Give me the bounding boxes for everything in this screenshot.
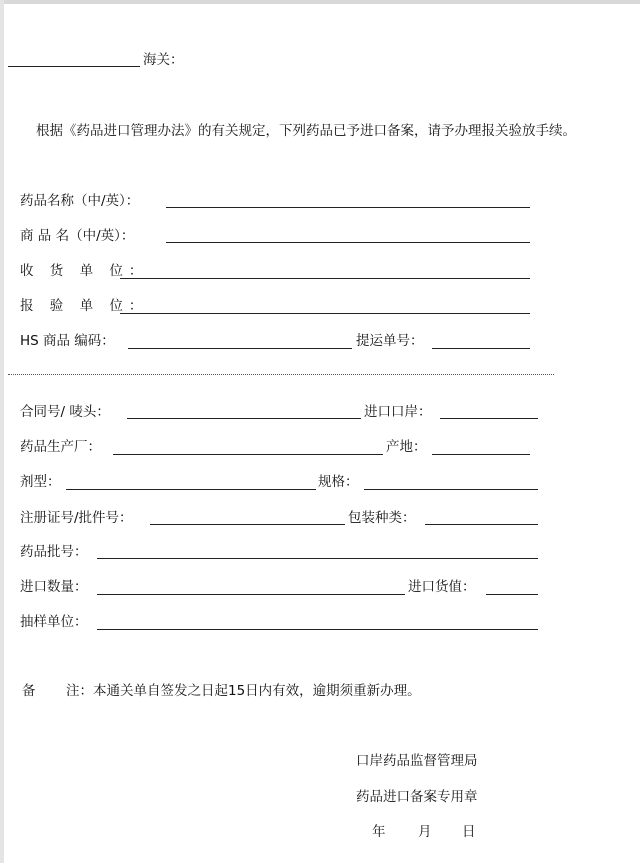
intro-paragraph: 根据《药品进口管理办法》的有关规定，下列药品已予进口备案，请予办理报关验放手续。	[36, 123, 576, 139]
bill-of-lading-blank[interactable]	[432, 348, 530, 349]
date-year: 年	[372, 824, 386, 840]
inspection-unit-label: 报 验 单 位：	[20, 298, 149, 314]
port-blank[interactable]	[440, 418, 538, 419]
drug-name-blank[interactable]	[166, 207, 530, 208]
packaging-label: 包装种类：	[348, 510, 416, 526]
value-blank[interactable]	[486, 594, 538, 595]
contract-label: 合同号/ 唛头：	[20, 404, 110, 420]
origin-blank[interactable]	[432, 454, 530, 455]
origin-label: 产地：	[386, 439, 427, 455]
date-day: 日	[462, 824, 476, 840]
consignee-label: 收 货 单 位：	[20, 263, 149, 279]
registration-blank[interactable]	[150, 524, 345, 525]
trade-name-label: 商 品 名（中/英）：	[20, 228, 135, 244]
customs-suffix: 海关：	[143, 52, 184, 68]
drug-name-label: 药品名称（中/英）：	[20, 193, 140, 209]
hs-code-blank[interactable]	[128, 348, 352, 349]
manufacturer-label: 药品生产厂：	[20, 439, 101, 455]
dosage-form-blank[interactable]	[66, 489, 316, 490]
consignee-blank[interactable]	[120, 278, 530, 279]
sampling-label: 抽样单位：	[20, 614, 88, 630]
dosage-form-label: 剂型：	[20, 474, 61, 490]
contract-blank[interactable]	[127, 418, 361, 419]
quantity-label: 进口数量：	[20, 579, 88, 595]
page-left-border	[0, 0, 4, 863]
port-label: 进口口岸：	[364, 404, 432, 420]
stamp-seal: 药品进口备案专用章	[356, 789, 478, 805]
batch-blank[interactable]	[97, 558, 538, 559]
manufacturer-blank[interactable]	[113, 454, 383, 455]
remark-label: 备	[22, 683, 36, 699]
inspection-unit-blank[interactable]	[120, 313, 530, 314]
sampling-blank[interactable]	[97, 629, 538, 630]
page-top-border	[0, 0, 640, 4]
hs-code-label: HS 商品 编码：	[20, 333, 115, 349]
section-divider	[8, 374, 554, 375]
remark-text: 注：本通关单自签发之日起15日内有效，逾期须重新办理。	[66, 683, 421, 699]
trade-name-blank[interactable]	[166, 242, 530, 243]
spec-label: 规格：	[318, 474, 359, 490]
stamp-authority: 口岸药品监督管理局	[356, 753, 478, 769]
packaging-blank[interactable]	[425, 524, 538, 525]
value-label: 进口货值：	[408, 579, 476, 595]
date-month: 月	[418, 824, 432, 840]
registration-label: 注册证号/批件号：	[20, 510, 133, 526]
customs-name-blank[interactable]	[8, 66, 140, 67]
batch-label: 药品批号：	[20, 544, 88, 560]
spec-blank[interactable]	[364, 489, 538, 490]
bill-of-lading-label: 提运单号：	[356, 333, 424, 349]
quantity-blank[interactable]	[97, 594, 405, 595]
